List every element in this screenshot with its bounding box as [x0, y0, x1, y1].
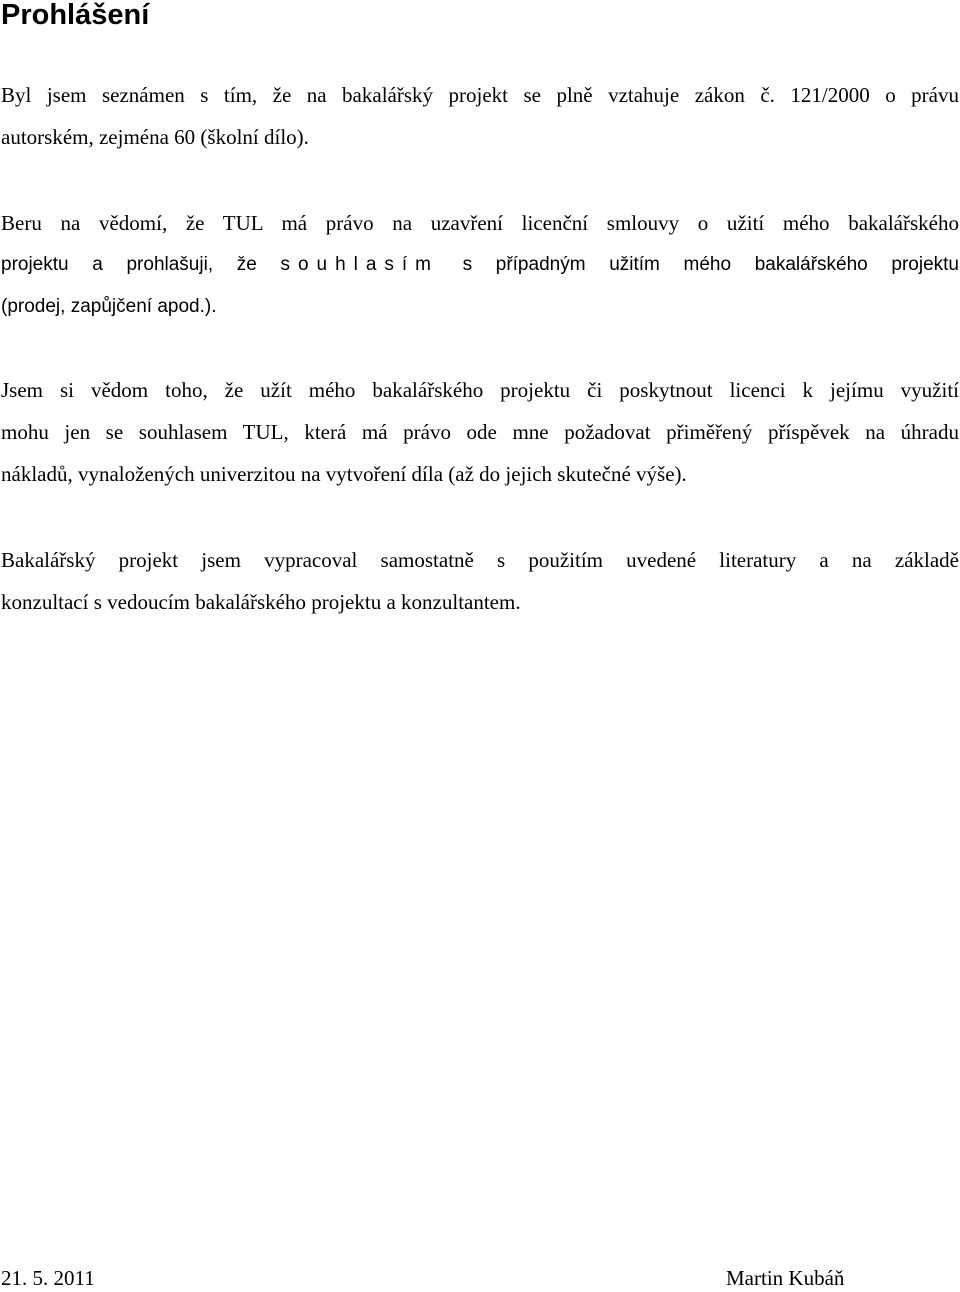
- page-title: Prohlášení: [1, 0, 150, 31]
- paragraph-line: Beru na vědomí, že TUL má právo na uzavření licenční smlouvy o užití mého bakalářského: [1, 211, 959, 235]
- declaration-paragraph-copyright: [1, 74, 959, 158]
- declaration-paragraph-usage: [1, 369, 959, 495]
- paragraph-line: Byl jsem seznámen s tím, že na bakalářský projekt se plně vztahuje zákon č. 121/2000 o právu: [1, 83, 959, 107]
- signature-author: Martin Kubáň: [726, 1266, 845, 1290]
- paragraph-line: konzultací s vedoucím bakalářského projektu a konzultantem.: [1, 590, 521, 614]
- consent-emphasis: souhlasím: [280, 254, 439, 275]
- signature-date: 21. 5. 2011: [1, 1266, 95, 1290]
- declaration-paragraph-license: [1, 202, 959, 328]
- declaration-paragraph-authorship: [1, 539, 959, 623]
- consent-text-end: s případným užitím mého bakalářského projektu: [462, 254, 959, 275]
- paragraph-line: nákladů, vynaložených univerzitou na vytvoření díla (až do jejich skutečné výše).: [1, 462, 687, 486]
- paragraph-line: Jsem si vědom toho, že užít mého bakalářského projektu či poskytnout licenci k jejímu využití: [1, 378, 959, 402]
- paragraph-line: autorském, zejména 60 (školní dílo).: [1, 125, 309, 149]
- consent-text-start: projektu a prohlašuji, že: [1, 254, 281, 275]
- paragraph-line-consent: [1, 244, 959, 286]
- paragraph-line: mohu jen se souhlasem TUL, která má právo ode mne požadovat přiměřený příspěvek na úhradu: [1, 420, 959, 444]
- paragraph-line: Bakalářský projekt jsem vypracoval samostatně s použitím uvedené literatury a na základě: [1, 548, 959, 572]
- paragraph-line: (prodej, zapůjčení apod.).: [1, 296, 217, 317]
